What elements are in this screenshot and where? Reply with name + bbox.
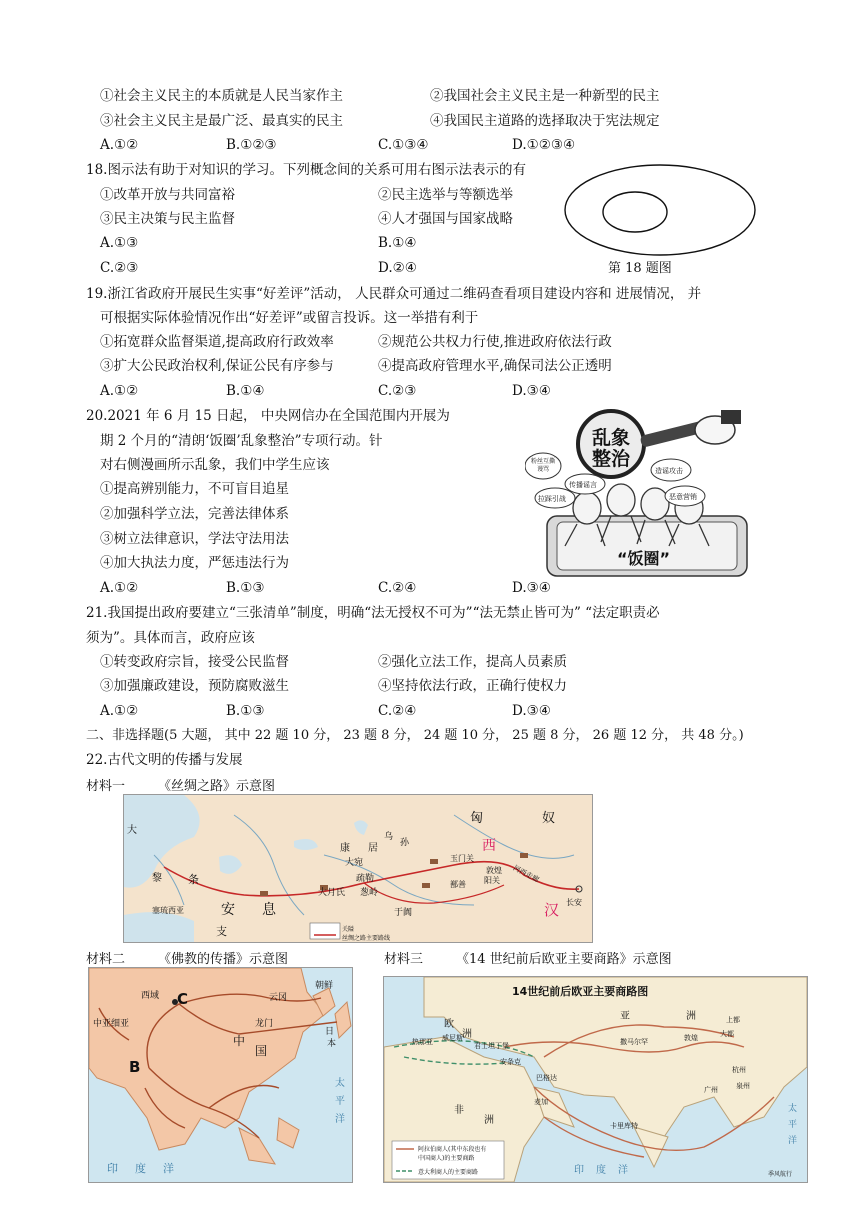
q18-option-3: ③民主决策与民主监督	[100, 211, 235, 227]
map3-label-quanzhou: 泉州	[736, 1082, 750, 1090]
sleeve-cuff	[721, 410, 741, 424]
trade-routes-map	[383, 976, 808, 1183]
map1-label-shanshan: 鄯善	[450, 880, 466, 889]
map2-label-yungang: 云冈	[269, 993, 288, 1003]
map3-label-shangdu: 上都	[726, 1016, 740, 1024]
q21-choice-d: D.③④	[512, 703, 551, 719]
map2-label-b: B	[129, 1058, 141, 1076]
map2-label-chaoxian: 朝鲜	[315, 981, 334, 991]
map3-label-tai: 太	[788, 1104, 798, 1114]
cartoon-tag-3: 传播谣言	[569, 481, 597, 489]
q21-stem-line1: 21.我国提出政府要建立“三张清单”制度，明确“法无授权不可为”“法无禁止皆可为” “法定职责必	[86, 605, 660, 621]
q19-stem-line1: 19.浙江省政府开展民生实事“好差评”活动， 人民群众可通过二维码查看项目建设内容和 进展情况， 并	[86, 286, 702, 302]
map3-label-zhou3: 洲	[484, 1115, 494, 1126]
q19-choice-b: B.①④	[226, 383, 265, 399]
map1-label-wu: 乌	[384, 832, 394, 842]
map3-label-dadu: 大都	[720, 1030, 734, 1038]
lake-2	[294, 839, 318, 850]
map1-label-xiong: 匈	[470, 811, 484, 826]
cartoon-tag-5: 恶意营销	[669, 493, 697, 501]
cartoon-tag-2: 拉踩引战	[538, 495, 566, 503]
q18-figure-caption: 第 18 题图	[608, 261, 672, 276]
q18-choice-a: A.①③	[100, 235, 139, 251]
cartoon-bottom-label: “饭圈”	[617, 549, 671, 568]
map1-label-sun: 孙	[400, 838, 410, 848]
map3-title: 14世纪前后欧亚主要商路图	[512, 985, 649, 998]
q20-option-4: ④加大执法力度，严惩违法行为	[100, 555, 289, 571]
q21-option-4: ④坚持依法行政，正确行使权力	[378, 678, 567, 694]
lake-3	[354, 820, 368, 835]
map3-label-venice: 威尼斯	[442, 1034, 463, 1042]
map3-label-antioch: 安条克	[500, 1058, 521, 1066]
island-1	[239, 1128, 275, 1164]
map2-label-ben: 本	[327, 1039, 337, 1049]
q19-option-1: ①拓宽群众监督渠道,提高政府行政效率	[100, 334, 334, 350]
cartoon-title: 乱象整治	[591, 427, 630, 470]
map3-legend-2: 中国商人)的主要商路	[418, 1155, 475, 1162]
map1-label-han: 汉	[544, 901, 560, 919]
map3-label-zhou2: 洲	[686, 1011, 696, 1022]
map2-label-tai: 太	[335, 1078, 345, 1089]
q20-option-3: ③树立法律意识，学法守法用法	[100, 531, 289, 547]
material-3-label: 材料三	[384, 952, 424, 967]
map3-label-ou: 欧	[444, 1019, 454, 1030]
map2-label-guo: 国	[255, 1044, 268, 1058]
q20-stem-line1: 20.2021 年 6 月 15 日起， 中央网信办在全国范围内开展为	[86, 408, 450, 424]
map1-label-dayuezhi: 大月氏	[318, 888, 346, 898]
q18-choice-d: D.②④	[378, 260, 417, 276]
q21-stem-line2: 须为”。具体而言，政府应该	[86, 630, 255, 646]
q17-choice-d: D.①②③④	[512, 137, 576, 153]
map3-corner-label: 季风航行	[768, 1171, 793, 1178]
q17-choice-c: C.①③④	[378, 137, 429, 153]
japan-landmass	[335, 1002, 351, 1038]
map3-label-dunhuang: 敦煌	[684, 1034, 698, 1042]
q18-option-2: ②民主选举与等额选举	[378, 187, 513, 203]
map2-label-c: C	[177, 990, 189, 1008]
map1-legend-route: 丝绸之路主要路线	[342, 935, 391, 942]
map2-label-yang: 洋	[163, 1162, 174, 1175]
map1-label-ju: 居	[368, 843, 378, 854]
q19-stem-line2: 可根据实际体验情况作出“好差评”或留言投诉。这一举措有利于	[100, 310, 479, 326]
map3-label-ya: 亚	[620, 1011, 630, 1022]
outer-ellipse	[565, 165, 755, 255]
map3-label-fei: 非	[454, 1105, 464, 1116]
map1-label-xi2: 息	[262, 902, 276, 918]
map3-label-yang2: 洋	[788, 1136, 798, 1146]
q19-choice-d: D.③④	[512, 383, 551, 399]
island-2	[277, 1118, 299, 1148]
silk-road-south-route	[364, 883, 504, 903]
inner-ellipse	[603, 192, 667, 232]
q20-choice-d: D.③④	[512, 580, 551, 596]
q17-choice-b: B.①②③	[226, 137, 277, 153]
material-1-title: 《丝绸之路》示意图	[158, 779, 276, 794]
map3-label-samarkand: 撒马尔罕	[620, 1038, 648, 1046]
map2-label-zhong: 中	[233, 1034, 246, 1048]
lake-1	[219, 855, 242, 874]
material-2-label: 材料二	[86, 952, 126, 967]
q21-option-1: ①转变政府宗旨，接受公民监督	[100, 654, 289, 670]
q19-option-2: ②规范公共权力行使,推进政府依法行政	[378, 334, 612, 350]
map1-label-nu: 奴	[542, 811, 556, 826]
q19-option-4: ④提高政府管理水平,确保司法公正透明	[378, 358, 612, 374]
q18-option-1: ①改革开放与共同富裕	[100, 187, 235, 203]
map3-label-baghdad: 巴格达	[536, 1074, 557, 1082]
q19-choice-a: A.①②	[100, 383, 139, 399]
sea-south	[124, 912, 194, 942]
q21-choice-c: C.②④	[378, 703, 417, 719]
map3-label-calicut: 卡里库特	[610, 1122, 638, 1130]
q19-choice-c: C.②③	[378, 383, 417, 399]
map1-label-congling: 葱岭	[360, 888, 379, 898]
q18-venn-diagram	[560, 160, 760, 260]
map1-label-yumenguan: 玉门关	[450, 854, 474, 863]
q18-stem: 18.图示法有助于对知识的学习。下列概念间的关系可用右图示法表示的有	[86, 162, 526, 178]
q20-choice-a: A.①②	[100, 580, 139, 596]
map2-label-yang2: 洋	[335, 1114, 345, 1125]
map1-label-li: 黎	[152, 873, 162, 884]
q21-option-2: ②强化立法工作，提高人员素质	[378, 654, 567, 670]
q21-option-3: ③加强廉政建设，预防腐败滋生	[100, 678, 289, 694]
map1-label-zhi: 支	[216, 925, 227, 938]
silk-road-map	[123, 794, 593, 943]
q21-choice-b: B.①③	[226, 703, 265, 719]
map1-label-tiao: 条	[188, 873, 199, 886]
map1-label-kang: 康	[340, 843, 350, 854]
map2-label-ping: 平	[335, 1096, 345, 1107]
q18-option-4: ④人才强国与国家战略	[378, 211, 513, 227]
q20-cartoon	[525, 408, 760, 580]
map1-label-shule: 疏勒	[356, 874, 375, 884]
q19-option-3: ③扩大公民政治权利,保证公民有序参与	[100, 358, 334, 374]
map1-legend-pass: 关隘	[342, 926, 355, 933]
map3-legend-1: 阿拉伯商人(其中东段也有	[418, 1146, 487, 1153]
map3-label-hangzhou: 杭州	[732, 1066, 746, 1074]
map3-label-mecca: 麦加	[534, 1098, 548, 1106]
q20-stem-line3: 对右侧漫画所示乱象，我们中学生应该	[100, 457, 330, 473]
map3-label-constantinople: 君士坦丁堡	[474, 1042, 509, 1050]
section-2-heading: 二、非选择题(5 大题， 其中 22 题 10 分， 23 题 8 分， 24 题 10 分， 25 题 8 分， 26 题 12 分， 共 48 分。)	[86, 728, 744, 743]
map3-label-zhou1: 洲	[462, 1029, 472, 1040]
map1-label-seleucia: 塞琉西亚	[152, 906, 184, 915]
cartoon-tag-4: 造谣攻击	[655, 467, 683, 475]
map3-label-genoa: 热那亚	[412, 1038, 433, 1046]
q17-choice-a: A.①②	[100, 137, 139, 153]
map2-label-ri: 日	[325, 1027, 335, 1037]
map1-label-dayuan: 大宛	[345, 858, 364, 868]
asia-landmass	[89, 968, 325, 1150]
map1-label-xi: 西	[482, 838, 496, 854]
q20-choice-b: B.①③	[226, 580, 265, 596]
map3-label-guangzhou: 广州	[704, 1086, 718, 1094]
map1-label-dunhuang: 敦煌	[486, 866, 502, 875]
q17-option-3: ③社会主义民主是最广泛、最真实的民主	[100, 113, 343, 129]
map1-label-an: 安	[221, 902, 235, 918]
q17-option-2: ②我国社会主义民主是一种新型的民主	[430, 88, 660, 104]
map3-label-yin: 印	[574, 1165, 584, 1176]
map1-label-yutian: 于阗	[394, 908, 413, 918]
map2-label-yin: 印	[107, 1162, 118, 1175]
q20-option-1: ①提高辨别能力，不可盲目追星	[100, 481, 289, 497]
map3-label-ping: 平	[788, 1120, 798, 1130]
q18-choice-b: B.①④	[378, 235, 417, 251]
material-1-label: 材料一	[86, 779, 126, 794]
material-2-title: 《佛教的传播》示意图	[158, 952, 289, 967]
q17-option-4: ④我国民主道路的选择取决于宪法规定	[430, 113, 660, 129]
map1-label-da: 大	[127, 825, 137, 836]
map3-legend-3: 意大利商人的主要商路	[418, 1169, 479, 1176]
map1-label-hexi: 河西走廊	[511, 863, 541, 885]
buddhism-map	[88, 967, 353, 1183]
q20-option-2: ②加强科学立法，完善法律体系	[100, 506, 289, 522]
map2-label-du: 度	[135, 1162, 146, 1175]
map2-label-central-asia: 中亚细亚	[93, 1019, 130, 1029]
map3-label-du: 度	[596, 1165, 606, 1176]
q20-choice-c: C.②④	[378, 580, 417, 596]
map1-label-changan: 长安	[566, 898, 582, 907]
map2-label-xiyu: 西域	[141, 991, 160, 1001]
q21-choice-a: A.①②	[100, 703, 139, 719]
q22-title: 22.古代文明的传播与发展	[86, 752, 243, 768]
material-3-title: 《14 世纪前后欧亚主要商路》示意图	[456, 952, 672, 967]
q20-stem-line2: 期 2 个月的“清朗‘饭圈’乱象整治”专项行动。针	[100, 433, 383, 449]
q18-choice-c: C.②③	[100, 260, 139, 276]
map3-label-yang: 洋	[618, 1165, 628, 1176]
q17-option-1: ①社会主义民主的本质就是人民当家作主	[100, 88, 343, 104]
legend-box	[310, 923, 340, 939]
map2-label-longmen: 龙门	[255, 1019, 274, 1029]
map1-label-yangguan: 阳关	[484, 876, 500, 885]
cartoon-tag-1: 粉丝互撕谩骂	[530, 458, 555, 473]
